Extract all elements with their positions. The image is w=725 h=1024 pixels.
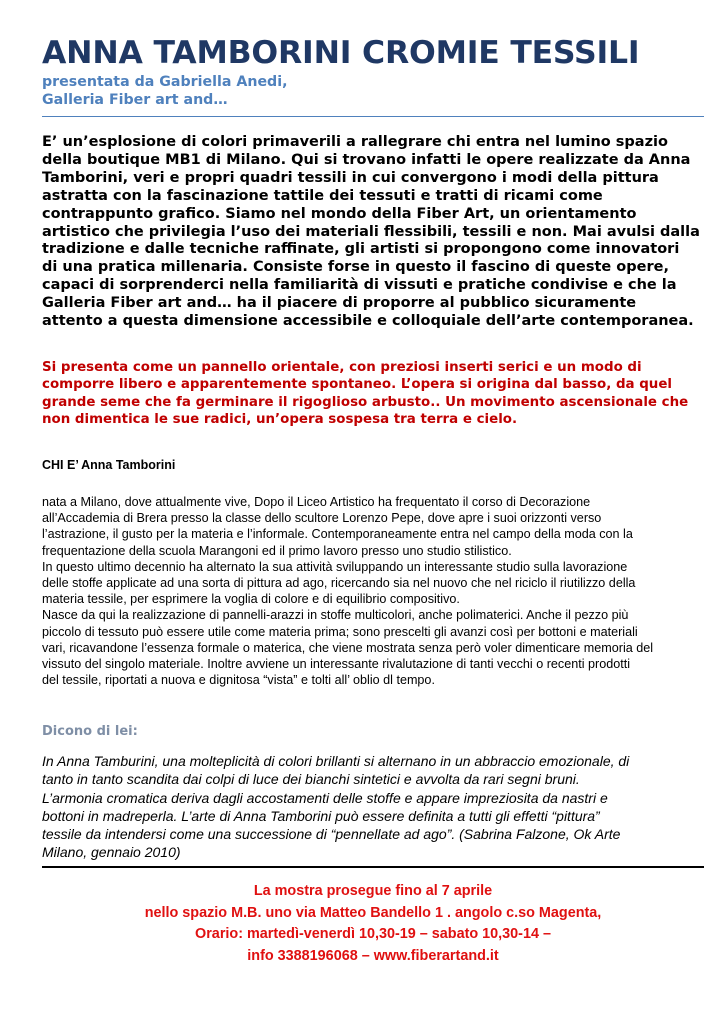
bio-line: nata a Milano, dove attualmente vive, Dopo il Liceo Artistico ha frequentato il corso di Decorazione [42, 495, 591, 509]
bio-paragraph [42, 494, 704, 688]
quote-line: In Anna Tamburini, una molteplicità di colori brillanti si alternano in un abbraccio emozionale, di [42, 753, 630, 769]
quote-line: bottoni in madreperla. L’arte di Anna Tamborini può essere definita a tutti gli effetti “pittura” [42, 807, 600, 824]
subtitle-line: Galleria Fiber art and… [42, 92, 228, 108]
bio-heading: CHI E’ Anna Tamborini [42, 458, 176, 472]
exhibition-hours: Orario: martedì-venerdì 10,30-19 – sabato 10,30-14 – [195, 926, 551, 943]
review-quote [42, 752, 704, 862]
quote-line: tessile da intendersi come una successione di “pennellate ad ago”. (Sabrina Falzone, Ok Arte [42, 826, 621, 843]
intro-line: E’ un’esplosione di colori primaverili a rallegrare chi entra nel lumino spazio [42, 134, 668, 150]
header-divider [42, 116, 704, 117]
description-line: grande seme che fa germinare il rigoglioso arbusto.. Un movimento ascensionale che [42, 394, 689, 410]
reviews-heading: Dicono di lei: [42, 724, 138, 739]
artwork-description [42, 359, 702, 429]
page-title: ANNA TAMBORINI CROMIE TESSILI [42, 35, 640, 71]
quote-line: tanto in tanto scandita dai colpi di luce dei bianchi sintetici e avvolta da rari segni bruni. [42, 771, 580, 788]
bio-line: piccolo di tessuto può essere utile come materia prima; sono prescelti gli avanzi così per bottoni e materiali [42, 624, 638, 639]
bio-line: delle stoffe applicate ad una sorta di pittura ad ago, ricercando sia nel nuovo che nel riciclo il riutilizzo della [42, 576, 636, 591]
footer-divider [42, 866, 704, 868]
exhibition-info [42, 881, 704, 967]
description-line: Si presenta come un pannello orientale, con preziosi inserti serici e un modo di [42, 360, 642, 375]
intro-line: attento a questa dimensione accessibile e colloquiale dell’arte contemporanea. [42, 313, 694, 330]
intro-line: della boutique MB1 di Milano. Qui si trovano infatti le opere realizzate da Anna [42, 151, 691, 168]
quote-line: L’armonia cromatica deriva dagli accostamenti delle stoffe e appare impreziosita da nastri e [42, 789, 608, 806]
subtitle-line: presentata da Gabriella Anedi, [42, 74, 288, 90]
intro-line: tradizione e dalle tecniche raffinate, gli artisti si propongono come innovatori [42, 241, 680, 258]
description-line: comporre libero e apparentemente spontaneo. L’opera si origina dal basso, da quel [42, 377, 673, 393]
intro-line: astratta con la fascinazione tattile dei tessuti e tratti di ricami come [42, 187, 603, 204]
bio-line: vari, ricavandone l’essenza formale o materica, che viene mostrata senza però voler dimenticare memoria del [42, 640, 654, 655]
intro-line: di una pratica millenaria. Consiste forse in questo il fascino di queste opere, [42, 259, 669, 276]
intro-line: artistico che privilegia l’uso dei materiali flessibili, tessili e non. Mai avulsi dalla [42, 223, 700, 240]
quote-line: Milano, gennaio 2010) [42, 844, 181, 861]
bio-line: materia tessile, per esprimere la voglia di colore e di equilibrio compositivo. [42, 592, 460, 607]
intro-line: Galleria Fiber art and… ha il piacere di proporre al pubblico sicuramente [42, 295, 637, 312]
description-line: non dimentica le sue radici, un’opera sospesa tra terra e cielo. [42, 412, 518, 428]
bio-line: frequentazione della scuola Marangoni ed il primo lavoro presso uno studio stilistico. [42, 543, 512, 558]
intro-line: contrappunto grafico. Siamo nel mondo della Fiber Art, un orientamento [42, 205, 637, 222]
exhibition-contact: info 3388196068 – www.fiberartand.it [247, 947, 499, 964]
bio-line: all’Accademia di Brera presso la classe dello scultore Lorenzo Pepe, dove apre i suoi orizzonti verso [42, 511, 602, 526]
exhibition-dates: La mostra prosegue fino al 7 aprile [253, 883, 493, 899]
exhibition-venue: nello spazio M.B. uno via Matteo Bandello 1 . angolo c.so Magenta, [144, 904, 602, 921]
bio-line: In questo ultimo decennio ha alternato la sua attività sviluppando un interessante studio sulla lavorazione [42, 559, 628, 574]
bio-line: Nasce da qui la realizzazione di pannelli-arazzi in stoffe multicolori, anche polimaterici. Anche il pezzo più [42, 608, 629, 623]
bio-line: del tessile, riportati a nuova e dignitosa “vista” e tolti all’ oblio dl tempo. [42, 673, 435, 688]
bio-line: vissuto del singolo materiale. Inoltre avviene un interessante rivalutazione di tanti vecchi o recenti prodotti [42, 657, 631, 672]
intro-line: capaci di sorprenderci nella familiarità di vissuti e pratiche condivise e che la [42, 277, 677, 294]
intro-line: Tamborini, veri e propri quadri tessili in cui convergono i modi della pittura [42, 169, 659, 186]
page-subtitle [42, 73, 682, 109]
bio-line: l’astrazione, il gusto per la materia e l’informale. Contemporaneamente entra nel campo della moda con la [42, 527, 633, 542]
intro-paragraph [42, 134, 702, 331]
